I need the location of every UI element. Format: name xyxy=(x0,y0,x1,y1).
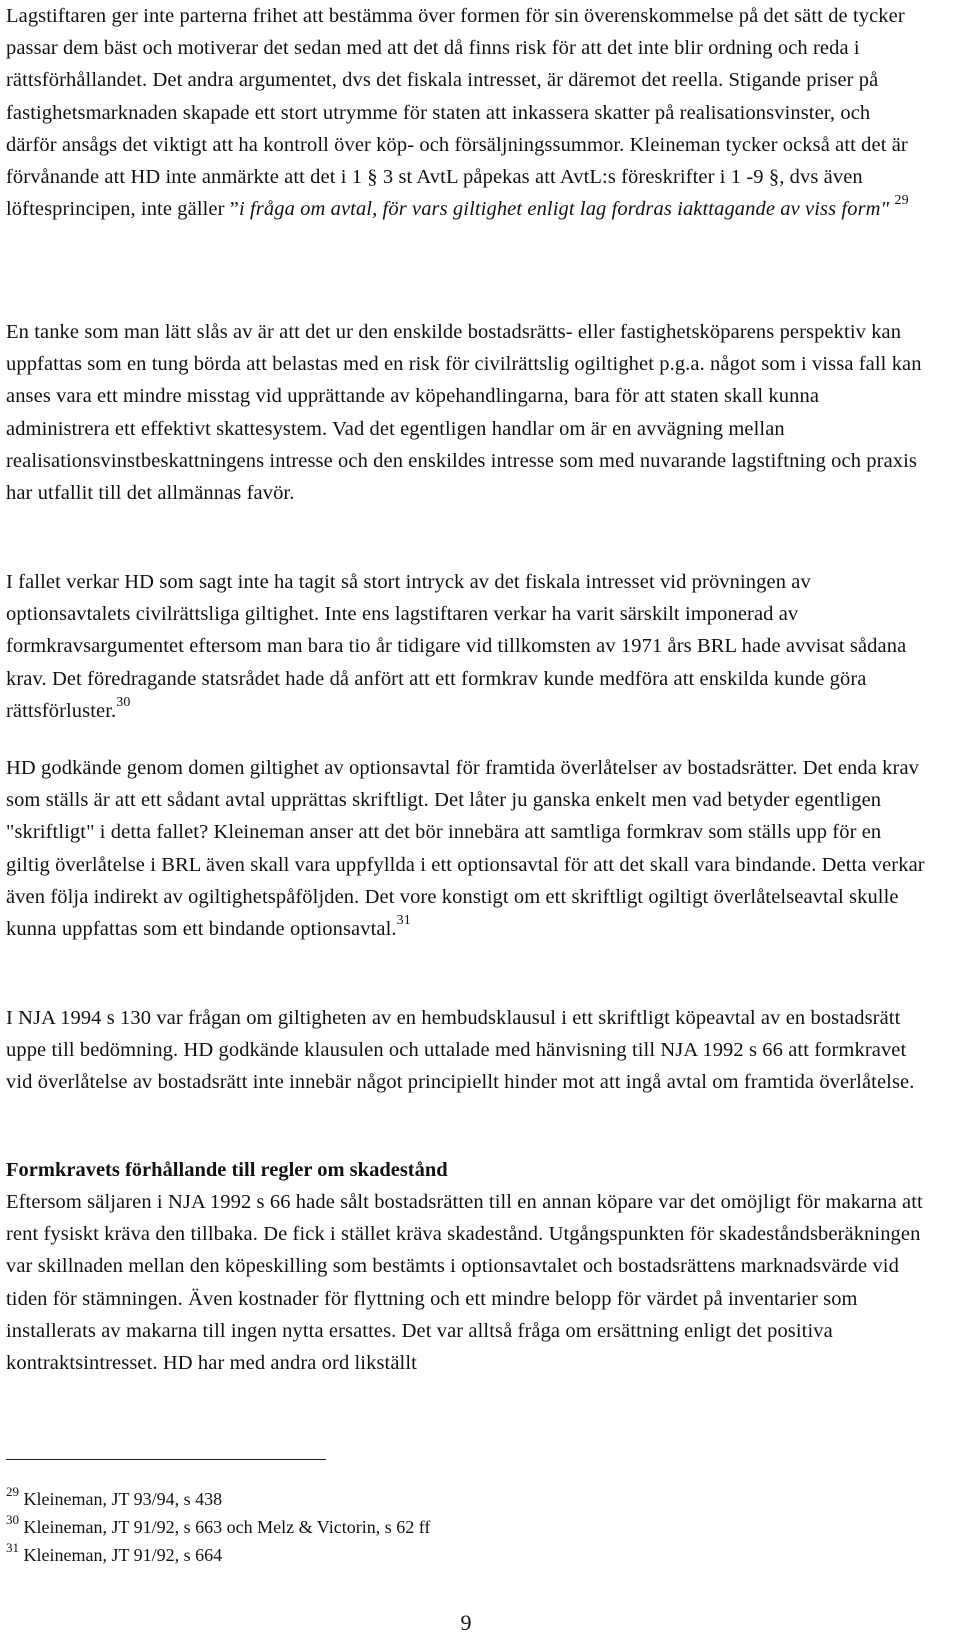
paragraph-2: En tanke som man lätt slås av är att det ur den enskilde bostadsrätts- eller fastighetsköparens perspektiv kan uppfattas som en tung börda att belastas med en risk för civilrättslig ogiltighet p.g.a. något som i vissa fall kan anses vara ett mindre misstag vid upprättande av köpehandlingarna, bara för att staten skall kunna administrera ett effektivt skattesystem. Vad det egentligen handlar om är en avvägning mellan realisationsvinstbeskattningens intresse och den enskildes intresse som med nuvarande lagstiftning och praxis har utfallit till det allmännas favör. xyxy=(6,321,922,505)
footnote-ref-30[interactable]: 30 xyxy=(116,694,131,710)
footnote-ref-29[interactable]: 29 xyxy=(894,193,909,209)
footnote-text: Kleineman, JT 91/92, s 664 xyxy=(23,1545,223,1565)
paragraph-4-text: HD godkände genom domen giltighet av optionsavtal för framtida överlåtelser av bostadsrätter. Det enda krav som ställs är att ett sådant avtal upprättas skriftligt. Det låter ju ganska enkelt men vad betyder egentligen "skriftligt" i detta fallet? Kleineman anser att det bör innebära att samtliga formkrav som ställs upp för en giltig överlåtelse i BRL även skall vara uppfyllda i ett optionsavtal för att det skall vara bindande. Detta verkar även följa indirekt av ogiltighetspåföljden. Det vore konstigt om ett skriftligt ogiltigt överlåtelseavtal skulle kunna uppfattas som ett bindande optionsavtal. xyxy=(6,757,925,941)
paragraph-6: Eftersom säljaren i NJA 1992 s 66 hade sålt bostadsrätten till en annan köpare var det omöjligt för makarna att rent fysiskt kräva den tillbaka. De fick i stället kräva skadestånd. Utgångspunkten för skadeståndsberäkningen var skillnaden mellan den köpeskilling som bestämts i optionsavtalet och bostadsrättens marknadsvärde vid tiden för stämningen. Även kostnader för flyttning och ett mindre belopp för värdet på inventarier som installerats av makarna till ingen nytta ersattes. Det var alltså fråga om ersättning enligt det positiva kontraktsintresset. HD har med andra ord likställt xyxy=(6,1191,923,1375)
footnote-29 xyxy=(6,1486,222,1512)
footnote-number: 30 xyxy=(6,1512,19,1527)
paragraph-4 xyxy=(6,752,926,945)
footnote-text: Kleineman, JT 93/94, s 438 xyxy=(23,1489,223,1509)
paragraph-3 xyxy=(6,566,926,727)
footnote-31 xyxy=(6,1542,222,1568)
page-number: 9 xyxy=(460,1610,472,1635)
footnote-ref-31[interactable]: 31 xyxy=(396,913,411,929)
paragraph-3-text: I fallet verkar HD som sagt inte ha tagit så stort intryck av det fiskala intresset vid prövningen av optionsavtalets civilrättsliga giltighet. Inte ens lagstiftaren verkar ha varit särskilt imponerad av formkravsargumentet eftersom man bara tio år tidigare vid tillkomsten av 1971 års BRL hade avvisat sådana krav. Det föredragande statsrådet hade då anfört att ett formkrav kunde medföra att enskilda kunde göra rättsförluster. xyxy=(6,571,907,722)
paragraph-5: I NJA 1994 s 130 var frågan om giltigheten av en hembudsklausul i ett skriftligt köpeavtal av en bostadsrätt uppe till bedömning. HD godkände klausulen och uttalade med hänvisning till NJA 1992 s 66 att formkravet vid överlåtelse av bostadsrätt inte innebär något principiellt hinder mot att ingå avtal om framtida överlåtelse. xyxy=(6,1007,915,1094)
paragraph-1 xyxy=(6,0,926,225)
footnote-separator xyxy=(6,1459,326,1460)
paragraph-1-text: Lagstiftaren ger inte parterna frihet att bestämma över formen för sin överenskommelse på det sätt de tycker passar dem bäst och motiverar det sedan med att det då finns risk för att det inte blir ordning och reda i rättsförhållandet. Det andra argumentet, dvs det fiskala intresset, är däremot det reella. Stigande priser på fastighetsmarknaden skapade ett stort utrymme för staten att inkassera skatter på realisationsvinster, och därför ansågs det viktigt att ha kontroll över köp- och försäljningssummor. Kleineman tycker också att det är förvånande att HD inte anmärkte att det i 1 § 3 st AvtL påpekas att AvtL:s föreskrifter i 1 -9 §, dvs även löftesprincipen, inte gäller ” xyxy=(6,5,908,221)
section-heading: Formkravets förhållande till regler om skadestånd xyxy=(6,1159,448,1181)
footnote-number: 31 xyxy=(6,1540,19,1555)
footnote-number: 29 xyxy=(6,1484,19,1499)
paragraph-1-quote: i fråga om avtal, för vars giltighet enligt lag fordras iakttagande av viss form" xyxy=(238,198,890,221)
footnote-text: Kleineman, JT 91/92, s 663 och Melz & Victorin, s 62 ff xyxy=(23,1517,431,1537)
footnote-30 xyxy=(6,1514,430,1540)
